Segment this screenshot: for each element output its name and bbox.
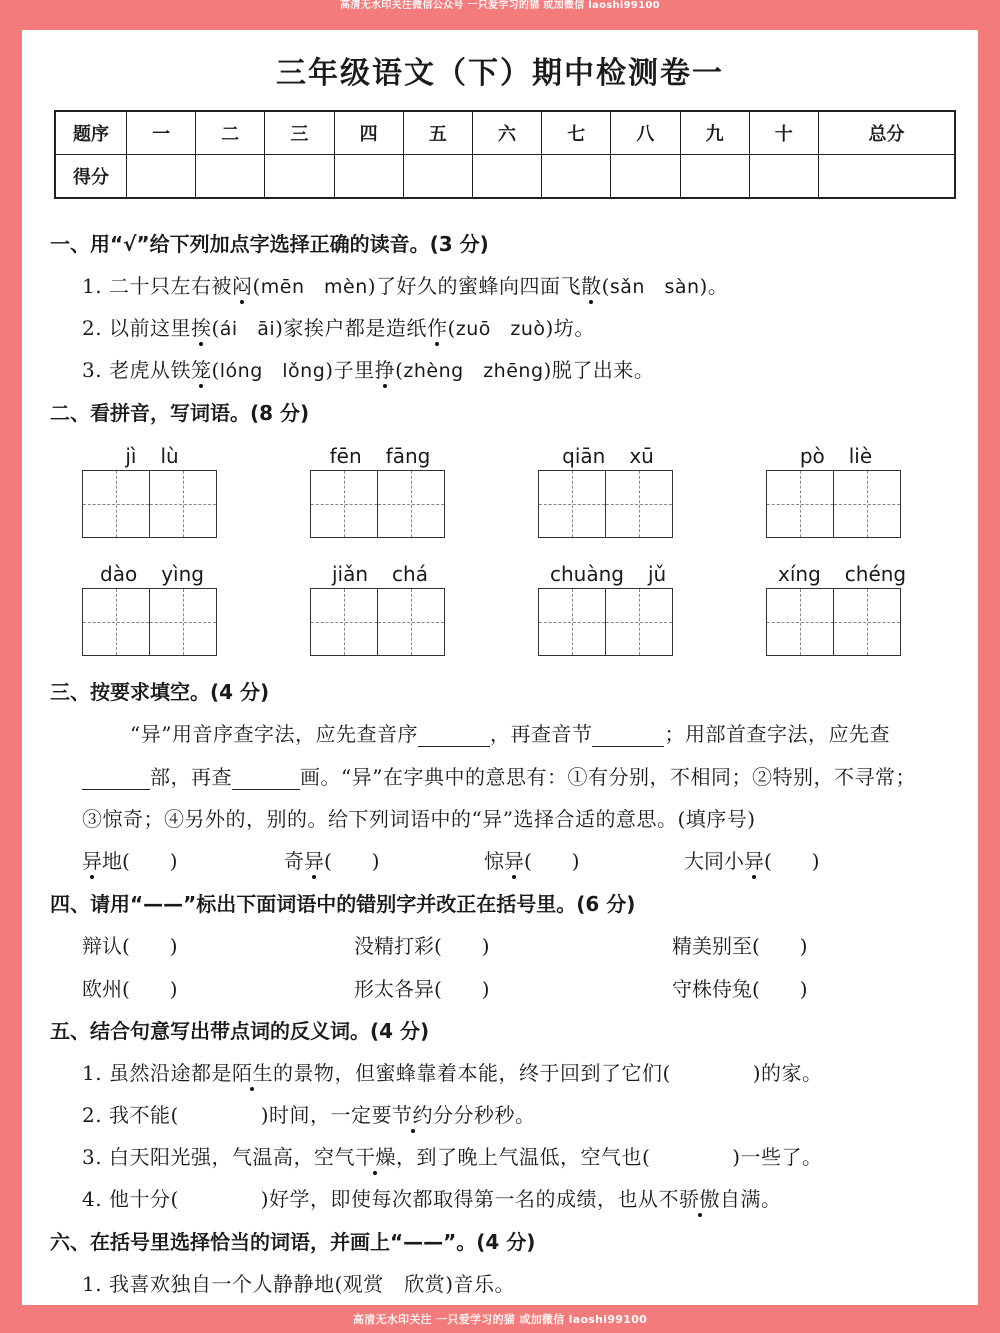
- page-title: 三年级语文（下）期中检测卷一: [276, 56, 724, 91]
- writing-box[interactable]: [377, 588, 445, 656]
- section3-para1: “异”用音序查字法，应先查音序 ，再查音节 ；用部首查字法，应先查: [130, 722, 890, 746]
- section4-item-2: 没精打彩( ): [354, 934, 490, 958]
- score-input[interactable]: [196, 155, 265, 199]
- score-header-row: [55, 111, 955, 155]
- pinyin-word-7: chuàng jǔ: [538, 560, 678, 656]
- section3-para3: ③惊奇；④另外的，别的。给下列词语中的“异”选择合适的意思。(填序号): [82, 807, 756, 831]
- writing-box[interactable]: [833, 588, 901, 656]
- score-input[interactable]: [403, 155, 472, 199]
- writing-box[interactable]: [82, 588, 150, 656]
- exam-paper: [22, 30, 978, 1305]
- section6-q1: 1. 我喜欢独自一个人静静地(观赏 欣赏)音乐。: [82, 1272, 516, 1296]
- writing-box[interactable]: [766, 588, 834, 656]
- section5-q2: 2. 我不能( )时间，一定要节约分分秒秒。: [82, 1103, 536, 1127]
- section1-q1: 1. 二十只左右被闷(mēn mèn)了好久的蜜蜂向四面飞散(sǎn sàn)。: [82, 274, 729, 298]
- pinyin-word-4: pò liè: [766, 442, 906, 538]
- section5-q3: 3. 白天阳光强，气温高，空气干燥，到了晚上气温低，空气也( )一些了。: [82, 1145, 823, 1169]
- bottom-watermark-banner: 高清无水印关注 一只爱学习的猫 或加微信 laoshi99100: [352, 1313, 648, 1326]
- section4-item-1: 辩认( ): [82, 934, 178, 958]
- section1-q2: 2. 以前这里挨(ái āi)家挨户都是造纸作(zuō zuò)坊。: [82, 316, 595, 340]
- section3-item-2: 奇异( ): [284, 849, 380, 873]
- score-cell: 五: [403, 111, 472, 155]
- pinyin-word-2: fēn fāng: [310, 442, 450, 538]
- section4-item-5: 形太各异( ): [354, 977, 490, 1001]
- writing-box[interactable]: [310, 588, 378, 656]
- section4-item-4: 欧州( ): [82, 977, 178, 1001]
- score-input[interactable]: [542, 155, 611, 199]
- writing-box[interactable]: [766, 470, 834, 538]
- section5-heading: 五、结合句意写出带点词的反义词。(4 分): [50, 1019, 430, 1043]
- section5-q4: 4. 他十分( )好学，即使每次都取得第一名的成绩，也从不骄傲自满。: [82, 1187, 782, 1211]
- score-cell: 总分: [818, 111, 955, 155]
- score-value-row: [55, 155, 955, 199]
- score-cell: 二: [196, 111, 265, 155]
- pinyin-word-8: xíng chéng: [766, 560, 906, 656]
- pinyin-word-3: qiān xū: [538, 442, 678, 538]
- score-cell: 四: [334, 111, 403, 155]
- answer-blank[interactable]: [82, 765, 150, 790]
- section3-item-3: 惊异( ): [484, 849, 580, 873]
- section3-heading: 三、按要求填空。(4 分): [50, 680, 270, 704]
- score-cell: 十: [749, 111, 818, 155]
- score-cell: 八: [611, 111, 680, 155]
- section4-item-3: 精美别至( ): [672, 934, 808, 958]
- writing-box[interactable]: [833, 470, 901, 538]
- section4-heading: 四、请用“——”标出下面词语中的错别字并改正在括号里。(6 分): [50, 892, 636, 916]
- writing-box[interactable]: [605, 470, 673, 538]
- writing-box[interactable]: [310, 470, 378, 538]
- section1-q3: 3. 老虎从铁笼(lóng lǒng)子里挣(zhèng zhēng)脱了出来。: [82, 358, 655, 382]
- writing-box[interactable]: [82, 470, 150, 538]
- score-cell: 三: [265, 111, 334, 155]
- score-input[interactable]: [818, 155, 955, 199]
- score-input[interactable]: [680, 155, 749, 199]
- score-cell: 九: [680, 111, 749, 155]
- pinyin-word-6: jiǎn chá: [310, 560, 450, 656]
- section5-q1: 1. 虽然沿途都是陌生的景物，但蜜蜂靠着本能，终于回到了它们( )的家。: [82, 1061, 823, 1085]
- section2-heading: 二、看拼音，写词语。(8 分): [50, 401, 310, 425]
- section4-item-6: 守株侍兔( ): [672, 977, 808, 1001]
- answer-blank[interactable]: [592, 722, 664, 747]
- section3-item-1: 异地( ): [82, 849, 178, 873]
- score-input[interactable]: [334, 155, 403, 199]
- score-table: [54, 110, 956, 199]
- score-cell: 七: [542, 111, 611, 155]
- score-cell: 一: [127, 111, 196, 155]
- writing-box[interactable]: [149, 470, 217, 538]
- score-input[interactable]: [472, 155, 541, 199]
- score-input[interactable]: [265, 155, 334, 199]
- score-cell: 题序: [55, 111, 127, 155]
- pinyin-word-1: jì lù: [82, 442, 222, 538]
- writing-box[interactable]: [377, 470, 445, 538]
- pinyin-word-5: dào yìng: [82, 560, 222, 656]
- section1-heading: 一、用“√”给下列加点字选择正确的读音。(3 分): [50, 232, 489, 256]
- writing-box[interactable]: [538, 588, 606, 656]
- score-input[interactable]: [611, 155, 680, 199]
- score-label: 得分: [55, 155, 127, 199]
- answer-blank[interactable]: [232, 765, 300, 790]
- writing-box[interactable]: [605, 588, 673, 656]
- top-watermark-banner: 高清无水印关注微信公众号 一只爱学习的猫 或加微信 laoshi99100: [340, 0, 660, 11]
- score-input[interactable]: [749, 155, 818, 199]
- section3-para2: 部，再查 画。“异”在字典中的意思有：①有分别，不相同；②特别，不寻常；: [82, 761, 916, 790]
- score-cell: 六: [472, 111, 541, 155]
- section3-item-4: 大同小异( ): [684, 849, 820, 873]
- writing-box[interactable]: [538, 470, 606, 538]
- answer-blank[interactable]: [418, 722, 490, 747]
- section6-heading: 六、在括号里选择恰当的词语，并画上“——”。(4 分): [50, 1230, 536, 1254]
- score-input[interactable]: [127, 155, 196, 199]
- writing-box[interactable]: [149, 588, 217, 656]
